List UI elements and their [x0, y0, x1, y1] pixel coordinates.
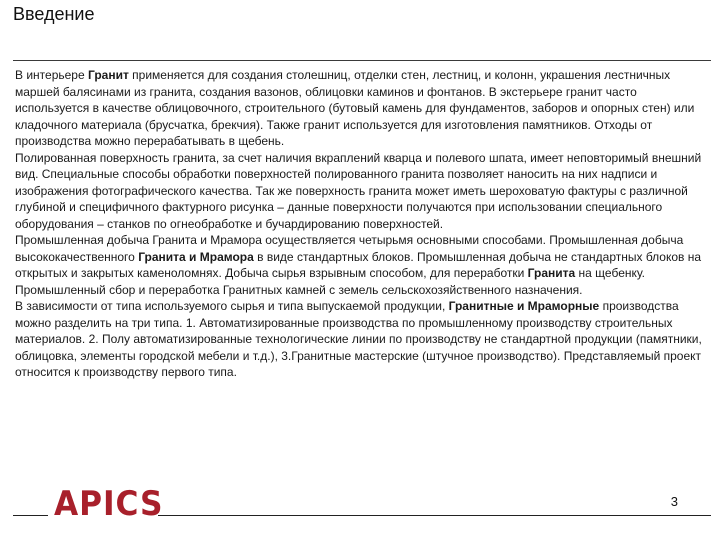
- slide-body: [15, 67, 707, 381]
- text-run-bold: Гранита и Мрамора: [138, 249, 254, 264]
- text-run: применяется для создания столешниц, отделки стен, лестниц, и колонн, украшения лестничных маршей балясинами из гранита, создания вазонов, облицовки каминов и фонтанов. В экстерьере гранит часто используется в качестве облицовочного, строительного (бутовый камень для фундаментов, заборов и опорных стен) или кладочного материала (брусчатка, брекчия). Также гранит используется для изготовления памятников. Отходы от производства можно перерабатывать в щебень.: [15, 68, 695, 148]
- text-run: В интерьере: [15, 68, 88, 82]
- title-divider: [13, 60, 711, 61]
- apics-logo: APICS: [54, 484, 164, 524]
- text-run: на щебенку. Промышленный сбор и переработка Гранитных камней с земель сельскохозяйственного назначения.: [15, 266, 646, 297]
- text-run: производства можно разделить на три типа. 1. Автоматизированные производства по промышленному производству строительных материалов. 2. Полу автоматизированные технологические линии по производству не стандартной продукции (памятники, облицовка, элементы городской мебели и т.д.), 3.Гранитные мастерские (штучное производство). Представляемый проект относится к производству первого типа.: [15, 299, 702, 379]
- paragraph-polished-surface: [15, 150, 707, 233]
- footer-divider-left: [13, 515, 48, 516]
- text-run: в виде стандартных блоков. Промышленная добыча не стандартных блоков на открытых и закрытых каменоломнях. Добыча сырья взрывным способом, для переработки: [15, 249, 702, 280]
- text-run: В зависимости от типа используемого сырья и типа выпускаемой продукции,: [15, 299, 449, 313]
- footer-divider-right: [158, 515, 711, 516]
- text-run-bold: Гранитные и Мраморные: [448, 299, 600, 313]
- text-run: Полированная поверхность гранита, за счет наличия вкраплений кварца и полевого шпата, имеет неповторимый внешний вид. Специальные способы обработки поверхностей полированного гранита позволяет наносить на них надписи и изображения фотографического качества. Так же поверхность гранита может иметь шероховатую фактуры с различной глубиной и специфичного фактурного рисунка – данные поверхности получаются при использовании специального оборудования – станков по огнеобработке и бучардированию поверхностей.: [15, 150, 702, 231]
- paragraph-interior-use: [15, 67, 707, 150]
- text-run-bold: Гранит: [87, 68, 129, 82]
- text-run: Промышленная добыча Гранита и Мрамора осуществляется четырьмя основными способами. Промышленная добыча высококачественного: [15, 233, 684, 264]
- page-number: 3: [670, 494, 678, 509]
- paragraph-industrial-mining: [15, 232, 707, 298]
- paragraph-production-types: [15, 298, 707, 381]
- text-run-bold: Гранита: [527, 266, 576, 280]
- slide-title: Введение: [13, 4, 95, 24]
